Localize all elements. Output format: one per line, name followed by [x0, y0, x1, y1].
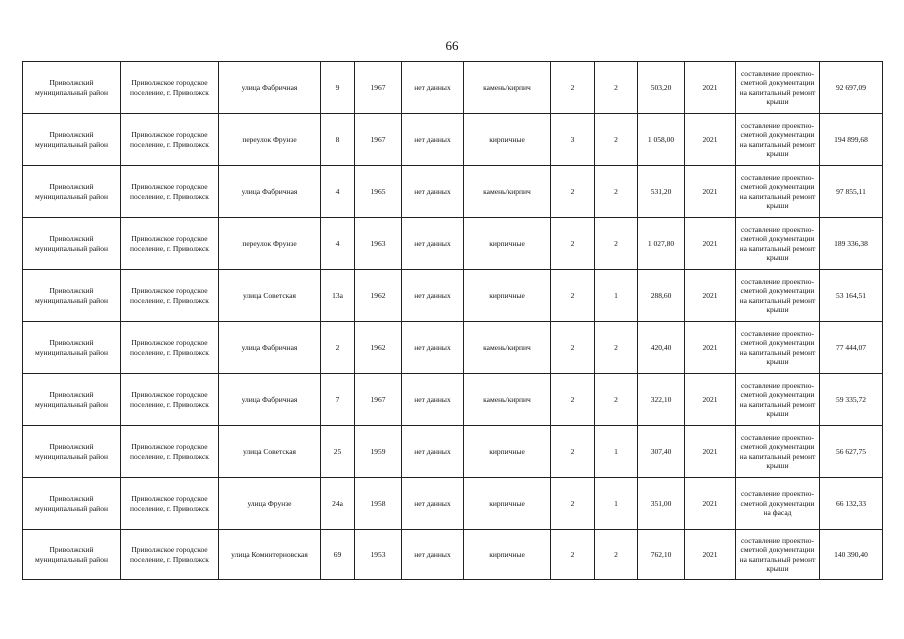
cell-work: составление проектно-сметной документации на капитальный ремонт крыши — [736, 114, 820, 166]
cell-settlement: Приволжское городское поселение, г. Приволжск — [121, 218, 219, 270]
cell-street: переулок Фрунзе — [219, 218, 321, 270]
cell-status: нет данных — [402, 374, 464, 426]
cell-material: кирпичные — [464, 426, 551, 478]
cell-plan-year: 2021 — [685, 270, 736, 322]
cell-street: улица Фрунзе — [219, 478, 321, 530]
cell-district: Приволжский муниципальный район — [23, 530, 121, 580]
cell-cost: 66 132,33 — [820, 478, 883, 530]
cell-plan-year: 2021 — [685, 166, 736, 218]
cell-house: 24а — [321, 478, 355, 530]
cell-material: кирпичные — [464, 270, 551, 322]
cell-cost: 189 336,38 — [820, 218, 883, 270]
cell-house: 2 — [321, 322, 355, 374]
cell-area: 322,10 — [638, 374, 685, 426]
cell-settlement: Приволжское городское поселение, г. Приволжск — [121, 374, 219, 426]
cell-floors: 2 — [551, 270, 595, 322]
cell-area: 307,40 — [638, 426, 685, 478]
cell-district: Приволжский муниципальный район — [23, 478, 121, 530]
table-row — [23, 166, 883, 218]
cell-floors: 2 — [551, 218, 595, 270]
cell-area: 1 027,80 — [638, 218, 685, 270]
table-row — [23, 218, 883, 270]
cell-house: 4 — [321, 166, 355, 218]
cell-cost: 140 390,40 — [820, 530, 883, 580]
cell-area: 531,20 — [638, 166, 685, 218]
cell-settlement: Приволжское городское поселение, г. Приволжск — [121, 322, 219, 374]
cell-work: составление проектно-сметной документации на капитальный ремонт крыши — [736, 270, 820, 322]
cell-entrances: 1 — [595, 478, 638, 530]
cell-cost: 59 335,72 — [820, 374, 883, 426]
table-row — [23, 530, 883, 580]
cell-year: 1967 — [355, 114, 402, 166]
cell-district: Приволжский муниципальный район — [23, 166, 121, 218]
cell-plan-year: 2021 — [685, 218, 736, 270]
table-row — [23, 374, 883, 426]
cell-area: 503,20 — [638, 62, 685, 114]
capital-repair-table — [22, 61, 883, 580]
cell-floors: 2 — [551, 374, 595, 426]
cell-floors: 2 — [551, 166, 595, 218]
table-row — [23, 426, 883, 478]
cell-district: Приволжский муниципальный район — [23, 62, 121, 114]
cell-area: 351,00 — [638, 478, 685, 530]
cell-house: 69 — [321, 530, 355, 580]
cell-year: 1967 — [355, 374, 402, 426]
cell-material: кирпичные — [464, 478, 551, 530]
cell-material: камень/кирпич — [464, 166, 551, 218]
cell-status: нет данных — [402, 530, 464, 580]
cell-plan-year: 2021 — [685, 322, 736, 374]
cell-material: кирпичные — [464, 114, 551, 166]
cell-floors: 2 — [551, 426, 595, 478]
cell-plan-year: 2021 — [685, 426, 736, 478]
cell-status: нет данных — [402, 114, 464, 166]
table-row — [23, 62, 883, 114]
cell-year: 1965 — [355, 166, 402, 218]
cell-entrances: 2 — [595, 114, 638, 166]
cell-entrances: 2 — [595, 530, 638, 580]
cell-status: нет данных — [402, 322, 464, 374]
cell-cost: 53 164,51 — [820, 270, 883, 322]
cell-entrances: 2 — [595, 322, 638, 374]
cell-floors: 2 — [551, 62, 595, 114]
cell-work: составление проектно-сметной документации на капитальный ремонт крыши — [736, 62, 820, 114]
cell-year: 1953 — [355, 530, 402, 580]
cell-work: составление проектно-сметной документации на капитальный ремонт крыши — [736, 166, 820, 218]
cell-settlement: Приволжское городское поселение, г. Приволжск — [121, 270, 219, 322]
cell-district: Приволжский муниципальный район — [23, 218, 121, 270]
cell-work: составление проектно-сметной документации на капитальный ремонт крыши — [736, 322, 820, 374]
table-row — [23, 478, 883, 530]
cell-street: улица Фабричная — [219, 322, 321, 374]
cell-year: 1967 — [355, 62, 402, 114]
cell-year: 1962 — [355, 322, 402, 374]
cell-entrances: 2 — [595, 374, 638, 426]
cell-settlement: Приволжское городское поселение, г. Приволжск — [121, 166, 219, 218]
cell-work: составление проектно-сметной документации на капитальный ремонт крыши — [736, 374, 820, 426]
cell-work: составление проектно-сметной документации на капитальный ремонт крыши — [736, 530, 820, 580]
cell-status: нет данных — [402, 426, 464, 478]
cell-settlement: Приволжское городское поселение, г. Приволжск — [121, 426, 219, 478]
cell-street: улица Советская — [219, 426, 321, 478]
cell-material: камень/кирпич — [464, 322, 551, 374]
cell-status: нет данных — [402, 166, 464, 218]
cell-cost: 56 627,75 — [820, 426, 883, 478]
cell-street: улица Фабричная — [219, 166, 321, 218]
cell-cost: 97 855,11 — [820, 166, 883, 218]
cell-plan-year: 2021 — [685, 62, 736, 114]
cell-year: 1959 — [355, 426, 402, 478]
cell-street: переулок Фрунзе — [219, 114, 321, 166]
cell-entrances: 1 — [595, 270, 638, 322]
cell-street: улица Советская — [219, 270, 321, 322]
cell-entrances: 2 — [595, 62, 638, 114]
cell-plan-year: 2021 — [685, 530, 736, 580]
cell-street: улица Фабричная — [219, 62, 321, 114]
cell-material: кирпичные — [464, 530, 551, 580]
cell-house: 8 — [321, 114, 355, 166]
cell-floors: 2 — [551, 322, 595, 374]
cell-year: 1958 — [355, 478, 402, 530]
cell-house: 9 — [321, 62, 355, 114]
cell-settlement: Приволжское городское поселение, г. Приволжск — [121, 530, 219, 580]
cell-entrances: 2 — [595, 166, 638, 218]
cell-settlement: Приволжское городское поселение, г. Приволжск — [121, 114, 219, 166]
cell-cost: 92 697,09 — [820, 62, 883, 114]
cell-floors: 3 — [551, 114, 595, 166]
cell-street: улица Фабричная — [219, 374, 321, 426]
cell-house: 25 — [321, 426, 355, 478]
cell-area: 288,60 — [638, 270, 685, 322]
cell-area: 1 058,00 — [638, 114, 685, 166]
cell-entrances: 2 — [595, 218, 638, 270]
cell-house: 4 — [321, 218, 355, 270]
page-number: 66 — [445, 38, 459, 53]
cell-cost: 194 899,68 — [820, 114, 883, 166]
cell-street: улица Коминтерновская — [219, 530, 321, 580]
cell-plan-year: 2021 — [685, 478, 736, 530]
cell-material: кирпичные — [464, 218, 551, 270]
cell-house: 13а — [321, 270, 355, 322]
cell-floors: 2 — [551, 530, 595, 580]
cell-area: 420,40 — [638, 322, 685, 374]
cell-district: Приволжский муниципальный район — [23, 270, 121, 322]
cell-work: составление проектно-сметной документации на капитальный ремонт крыши — [736, 426, 820, 478]
cell-status: нет данных — [402, 218, 464, 270]
cell-work: составление проектно-сметной документации на капитальный ремонт крыши — [736, 218, 820, 270]
table-body — [23, 62, 883, 580]
cell-material: камень/кирпич — [464, 374, 551, 426]
cell-district: Приволжский муниципальный район — [23, 374, 121, 426]
cell-year: 1962 — [355, 270, 402, 322]
table-row — [23, 114, 883, 166]
cell-plan-year: 2021 — [685, 374, 736, 426]
cell-status: нет данных — [402, 270, 464, 322]
cell-floors: 2 — [551, 478, 595, 530]
cell-district: Приволжский муниципальный район — [23, 426, 121, 478]
cell-year: 1963 — [355, 218, 402, 270]
cell-settlement: Приволжское городское поселение, г. Приволжск — [121, 62, 219, 114]
cell-house: 7 — [321, 374, 355, 426]
table-row — [23, 322, 883, 374]
cell-district: Приволжский муниципальный район — [23, 322, 121, 374]
cell-material: камень/кирпич — [464, 62, 551, 114]
cell-plan-year: 2021 — [685, 114, 736, 166]
cell-district: Приволжский муниципальный район — [23, 114, 121, 166]
table-row — [23, 270, 883, 322]
cell-area: 762,10 — [638, 530, 685, 580]
cell-settlement: Приволжское городское поселение, г. Приволжск — [121, 478, 219, 530]
cell-status: нет данных — [402, 62, 464, 114]
cell-entrances: 1 — [595, 426, 638, 478]
cell-status: нет данных — [402, 478, 464, 530]
cell-cost: 77 444,07 — [820, 322, 883, 374]
cell-work: составление проектно-сметной документации на фасад — [736, 478, 820, 530]
